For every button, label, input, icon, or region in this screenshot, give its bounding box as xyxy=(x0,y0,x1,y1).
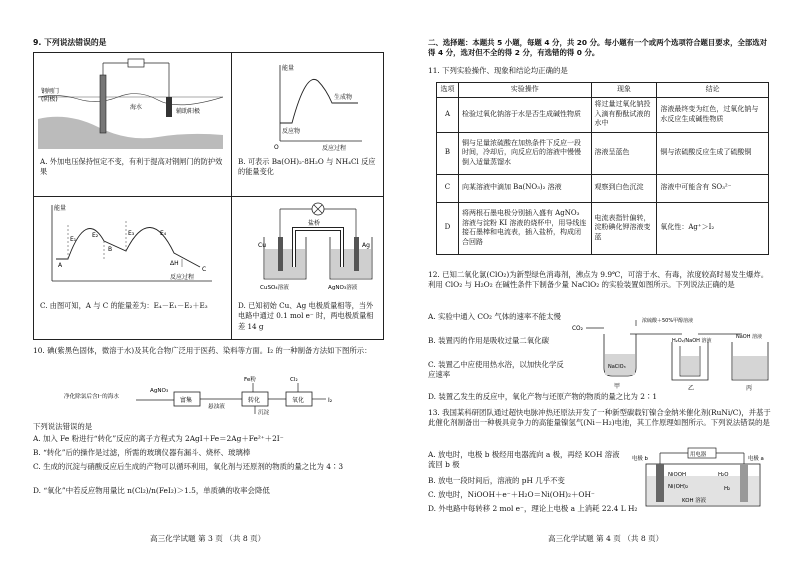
q10-reagent3: Cl₂ xyxy=(290,377,298,383)
q9-option-a: A. 外加电压保持恒定不变，有利于提高对钢闸门的防护效果 xyxy=(40,157,223,177)
q11-a-option: A xyxy=(437,97,459,132)
q9d-sol1: CuSO₄溶液 xyxy=(260,285,289,291)
q13-niooh: NiOOH xyxy=(668,472,687,478)
q13-stem: 13. 我国某科研团队通过超快电脉冲热还原法开发了一种新型碳载钉镍合金纳米催化剂(RuNi/C)，并基于此催化剂制备出一种极具竞争力的高能量镍氢气(Ni－H₂)电池，其工作原理如图所示。下列说法错误的是 xyxy=(428,408,771,427)
q11-d-operation: 将两根石墨电极分别插入盛有 AgNO₃ 溶液与淀粉 KI 溶液的烧杯中，用导线连接石墨棒和电流表，插入盐桥，构成闭合回路 xyxy=(458,202,591,254)
q10-out: I₂ xyxy=(328,397,333,404)
q11-col-conclusion: 结论 xyxy=(657,83,769,98)
q13-battery xyxy=(632,446,772,510)
q10-ask: 下列说法错误的是 xyxy=(33,422,93,431)
q12-drip: 浓硫酸＋50%甲醇溶液 xyxy=(642,318,694,324)
q11-b-phenomenon: 溶液呈蓝色 xyxy=(591,132,657,174)
q11-col-option: 选项 xyxy=(437,83,459,98)
q9-c-figure xyxy=(42,201,222,285)
table-row xyxy=(437,174,769,202)
q11-title: 11. 下列实验操作、现象和结论均正确的是 xyxy=(428,66,568,75)
q12-stem: 12. 已知二氧化氯(ClO₂)为新型绿色消毒剂，沸点为 9.9℃，可溶于水、有毒，浓度较高时易发生爆炸。利用 ClO₂ 与 H₂O₂ 在碱性条件下制备少量 NaClO₂ 的实验装置如图所示。下列说法正确的是 xyxy=(428,270,769,289)
q11-d-conclusion: 氧化性：Ag⁺＞I₂ xyxy=(657,202,769,254)
q9d-ag: Ag xyxy=(362,242,370,249)
q13-h2: H₂ xyxy=(724,486,731,492)
q11-col-phenomenon: 现象 xyxy=(591,83,657,98)
q10-option-c: C. 生成的沉淀与硝酸反应后生成的产物可以循环利用，氧化剂与还原剂的物质的量之比为 4∶3 xyxy=(33,462,344,471)
q9c-a: A xyxy=(58,262,63,269)
q9a-label-anode: 辅助阳极 xyxy=(176,108,201,115)
page-3-footer: 高三化学试题 第 3 页 （共 8 页） xyxy=(150,533,266,543)
q11-a-operation: 检验过氧化钠溶于水是否生成碱性物质 xyxy=(458,97,591,132)
section-2-title: 二、选择题：本题共 5 小题，每题 4 分，共 20 分。每小题有一个或两个选项符合题目要求，全部选对得 4 分，选对但不全的得 2 分，有选错的得 0 分。 xyxy=(428,38,768,57)
q11-c-option: C xyxy=(437,174,459,202)
q9d-cu: Cu xyxy=(258,242,266,249)
q12-bing: 丙 xyxy=(746,385,753,392)
q10-side: 沉淀 xyxy=(258,410,270,416)
table-row xyxy=(437,132,769,174)
q9a-label-cathode: (阴极) xyxy=(41,96,58,103)
q12-jia: 甲 xyxy=(614,383,621,390)
q11-a-conclusion: 溶液最终变为红色，过氧化钠与水反应生成碱性物质 xyxy=(657,97,769,132)
q9c-e1: E₁ xyxy=(70,236,77,243)
q9c-dh: ΔH xyxy=(170,260,179,267)
q10-box3: 氧化 xyxy=(292,397,305,404)
table-row xyxy=(437,202,769,254)
q13-option-a: A. 放电时，电极 b 极经用电器流向 a 极，再经 KOH 溶液流回 b 极 xyxy=(428,450,620,469)
q11-table xyxy=(436,82,769,255)
q12-naclo3: NaClO₃ xyxy=(608,364,626,370)
q12-co2: CO₂ xyxy=(572,326,583,332)
q10-option-a: A. 加入 Fe 粉进行“转化”反应的离子方程式为 2AgI＋Fe＝2Ag＋Fe²⁺＋2I⁻ xyxy=(33,434,284,443)
page-4-footer: 高三化学试题 第 4 页 （共 8 页） xyxy=(548,533,664,543)
q9a-label-gate: 钢闸门 xyxy=(41,88,60,95)
q10-box2: 转化 xyxy=(248,397,261,404)
q9-option-c: C. 由图可知，A 与 C 的能量差为：E₄－E₁－E₂＋E₃ xyxy=(40,301,208,310)
q9-d-figure xyxy=(258,201,378,293)
q12-option-a: A. 实验中通入 CO₂ 气体的速率不能太慢 xyxy=(428,312,561,321)
q10-option-b: B. “转化”后的操作是过滤，所需的玻璃仪器有漏斗、烧杯、玻璃棒 xyxy=(33,448,251,457)
q13-electrode-b: 电极 b xyxy=(632,456,648,462)
q10-box1: 富集 xyxy=(180,397,193,404)
q11-header-row xyxy=(437,83,769,98)
q12-option-b: B. 装置丙的作用是吸收过量二氧化碳 xyxy=(428,336,549,345)
q9c-c: C xyxy=(202,266,207,273)
q9d-bridge: 盐桥 xyxy=(308,220,321,227)
q10-reagent2: Fe粉 xyxy=(244,377,256,383)
q9c-b: B xyxy=(108,246,113,253)
q9b-ylabel: 能量 xyxy=(282,65,295,72)
q12-option-d: D. 装置乙发生的反应中，氧化产物与还原产物的物质的量之比为 2∶1 xyxy=(428,392,658,401)
q11-c-conclusion: 溶液中可能含有 SO₃²⁻ xyxy=(657,174,769,202)
q9-title: 9. 下列说法错误的是 xyxy=(33,38,107,47)
q11-b-option: B xyxy=(437,132,459,174)
q9b-product: 生成物 xyxy=(334,94,353,101)
q12-naoh: NaOH 溶液 xyxy=(736,334,763,340)
q10-flowchart xyxy=(64,372,364,416)
q9c-e3: E₃ xyxy=(128,230,135,237)
q11-col-operation: 实验操作 xyxy=(458,83,591,98)
q10-option-d: D. “氧化”中若反应物用量比 n(Cl₂)/n(FeI₂)＞1.5，单质碘的收率会降低 xyxy=(33,486,270,495)
q12-apparatus xyxy=(572,312,777,392)
q11-c-operation: 向某溶液中滴加 Ba(NO₃)₂ 溶液 xyxy=(458,174,591,202)
q10-input: 净化除氯后含I⁻的海水 xyxy=(64,394,119,400)
q12-yi: 乙 xyxy=(688,385,695,392)
q10-mid1: 悬浊液 xyxy=(208,404,225,410)
q13-koh: KOH 溶液 xyxy=(682,498,707,504)
q9c-e4: E₄ xyxy=(160,230,167,237)
q9c-xlabel: 反应过程 xyxy=(170,274,195,281)
q11-b-operation: 铜与足量浓硫酸在加热条件下反应一段时间，冷却后，向反应后的溶液中慢慢倒入适量蒸馏水 xyxy=(458,132,591,174)
q9-a-figure xyxy=(38,57,223,149)
q13-option-c: C. 放电时，NiOOH＋e⁻＋H₂O＝Ni(OH)₂＋OH⁻ xyxy=(428,490,595,499)
q12-mix: H₂O₂/NaOH 溶液 xyxy=(672,338,712,344)
q9b-origin: O xyxy=(274,144,279,151)
q13-option-b: B. 放电一段时间后，溶液的 pH 几乎不变 xyxy=(428,476,565,485)
q9d-sol2: AgNO₃溶液 xyxy=(328,285,358,291)
q9c-e2: E₂ xyxy=(92,232,99,239)
q9-option-b: B. 可表示 Ba(OH)₂·8H₂O 与 NH₄Cl 反应的能量变化 xyxy=(238,157,376,177)
q13-option-d: D. 外电路中每转移 2 mol e⁻，理论上电极 a 上消耗 22.4 L H₂ xyxy=(428,504,638,513)
q11-a-phenomenon: 将过量过氧化钠投入滴有酚酞试液的水中 xyxy=(591,97,657,132)
q9b-reactant: 反应物 xyxy=(282,128,301,135)
table-row xyxy=(437,97,769,132)
q13-electrode-a: 电极 a xyxy=(748,456,764,462)
q9-option-d: D. 已知初始 Cu、Ag 电极质量相等，当外电路中通过 0.1 mol e⁻ 时，两电极质量相差 14 g xyxy=(238,301,374,331)
q11-d-phenomenon: 电流表指针偏转，淀粉碘化钾溶液变蓝 xyxy=(591,202,657,254)
q13-nioh: Ni(OH)₂ xyxy=(668,484,689,490)
q10-stem: 10. 碘(紫黑色固体，微溶于水)及其化合物广泛用于医药、染料等方面。I₂ 的一种制备方法如下图所示： xyxy=(33,346,372,355)
q11-c-phenomenon: 观察到白色沉淀 xyxy=(591,174,657,202)
q11-b-conclusion: 铜与浓硫酸反应生成了硫酸铜 xyxy=(657,132,769,174)
q10-reagent1: AgNO₃ xyxy=(150,388,169,394)
q13-load: 用电器 xyxy=(690,452,707,458)
q13-h2o: H₂O xyxy=(718,472,729,478)
q9b-xlabel: 反应过程 xyxy=(322,145,347,151)
q9c-ylabel: 能量 xyxy=(54,205,67,212)
q11-d-option: D xyxy=(437,202,459,254)
q9-b-figure xyxy=(266,61,366,151)
q9a-label-sea: 海水 xyxy=(130,104,143,111)
q12-option-c: C. 装置乙中应使用热水浴，以加快化学反应速率 xyxy=(428,360,564,379)
q9-option-grid xyxy=(33,52,384,340)
